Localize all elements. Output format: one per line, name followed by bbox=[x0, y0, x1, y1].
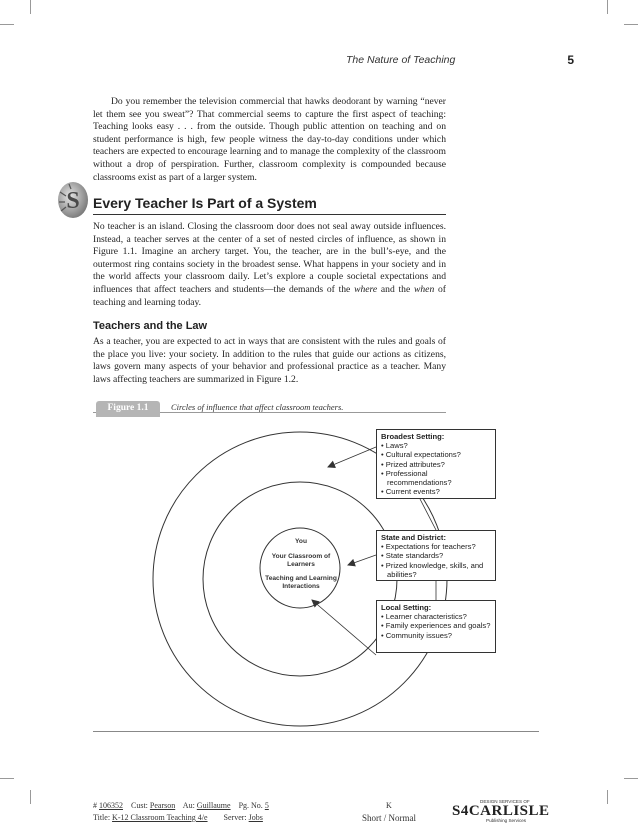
footer-page-number: 5 bbox=[264, 801, 269, 810]
broad-setting-title: Broadest Setting: bbox=[381, 432, 445, 441]
customer: Pearson bbox=[149, 801, 176, 810]
broad-setting-box bbox=[376, 429, 496, 499]
job-number: 106352 bbox=[99, 801, 123, 810]
list-item: • Learner characteristics? bbox=[381, 612, 467, 622]
page-number: 5 bbox=[567, 53, 574, 67]
state-district-title: State and District: bbox=[381, 533, 446, 542]
book-title: K-12 Classroom Teaching 4/e bbox=[112, 813, 208, 822]
running-head: The Nature of Teaching bbox=[346, 54, 456, 66]
list-item: • Current events? bbox=[381, 487, 440, 497]
intro-paragraph: Do you remember the television commercial that hawks deodorant by warning “never let them see you sweat”? That commercial seems to capture the first aspect of teaching: Teaching looks easy . . . from the outside. Though public attention on teaching and on student performance is high, few people witness the day-to-day conditions under which teachers are expected to encourage learning and to manage the complexity of the classroom without a drop of perspiration. Further, classroom complexity is compounded because classrooms exist as part of a larger system. bbox=[93, 96, 446, 183]
center-you: You bbox=[295, 538, 307, 545]
list-item: • Family experiences and goals? bbox=[381, 621, 491, 631]
layout-label: Short / Normal bbox=[362, 813, 416, 823]
figure-label: Figure 1.1 bbox=[96, 401, 160, 417]
server: Jobs bbox=[248, 813, 263, 822]
footer-line-1: # 106352 Cust: Pearson Au: Guillaume Pg. No. 5 bbox=[93, 801, 269, 810]
list-item: • Laws? bbox=[381, 441, 408, 451]
arrow-local bbox=[312, 600, 376, 655]
subsection-paragraph: As a teacher, you are expected to act in ways that are consistent with the rules and goals of the place you live: your society. In addition to the rules that guide our actions as citizens, laws govern many aspects of your behavior and professional practice as a teacher. Many laws affecting teachers are summarized in Figure 1.2. bbox=[93, 336, 446, 385]
list-item: • Cultural expectations? bbox=[381, 450, 461, 460]
logo-letter: S bbox=[66, 188, 80, 214]
brand-tagline-bottom: Publishing Services bbox=[486, 818, 527, 823]
list-item: • State standards? bbox=[381, 551, 444, 561]
brand-tagline-top: DESIGN SERVICES OF bbox=[480, 799, 530, 804]
figure-caption: Circles of influence that affect classroom teachers. bbox=[171, 402, 344, 412]
arrow-state bbox=[348, 555, 376, 565]
list-item: • Community issues? bbox=[381, 630, 453, 640]
brand-logo: S4CARLISLE bbox=[452, 803, 550, 819]
connector-broad-state bbox=[420, 499, 436, 530]
state-district-box bbox=[376, 530, 496, 581]
k-mark: K bbox=[386, 801, 392, 810]
local-setting-title: Local Setting: bbox=[381, 603, 432, 612]
subsection-heading: Teachers and the Law bbox=[93, 320, 208, 332]
center-interactions: Teaching and Learning Interactions bbox=[265, 575, 337, 590]
list-item: • Prized knowledge, skills, and abilities? bbox=[381, 560, 484, 579]
section-paragraph: No teacher is an island. Closing the classroom door does not seal away outside influences. Instead, a teacher serves at the center of a set of nested circles of influence, as shown in Figure 1.1. Imagine an archery target. You, the teacher, are in the bull’s-eye, and the outermost ring contains society in the broadest sense. What happens in your society and in the world affects your classroom daily. Let’s explore a couple societal expectations and influences that affect teachers and students—the demands of the where and the when of teaching and learning today. bbox=[93, 221, 446, 308]
bottom-rule bbox=[93, 731, 539, 732]
list-item: • Prized attributes? bbox=[381, 459, 445, 469]
footer-line-2: Title: K-12 Classroom Teaching 4/e Server: Jobs bbox=[93, 813, 263, 822]
section-heading: Every Teacher Is Part of a System bbox=[93, 195, 446, 215]
author: Guillaume bbox=[196, 801, 231, 810]
list-item: • Expectations for teachers? bbox=[381, 542, 476, 552]
arrow-broad bbox=[328, 447, 376, 467]
local-setting-box bbox=[376, 600, 496, 653]
list-item: • Professional recommendations? bbox=[381, 468, 452, 488]
center-classroom: Your Classroom of Learners bbox=[271, 553, 331, 568]
